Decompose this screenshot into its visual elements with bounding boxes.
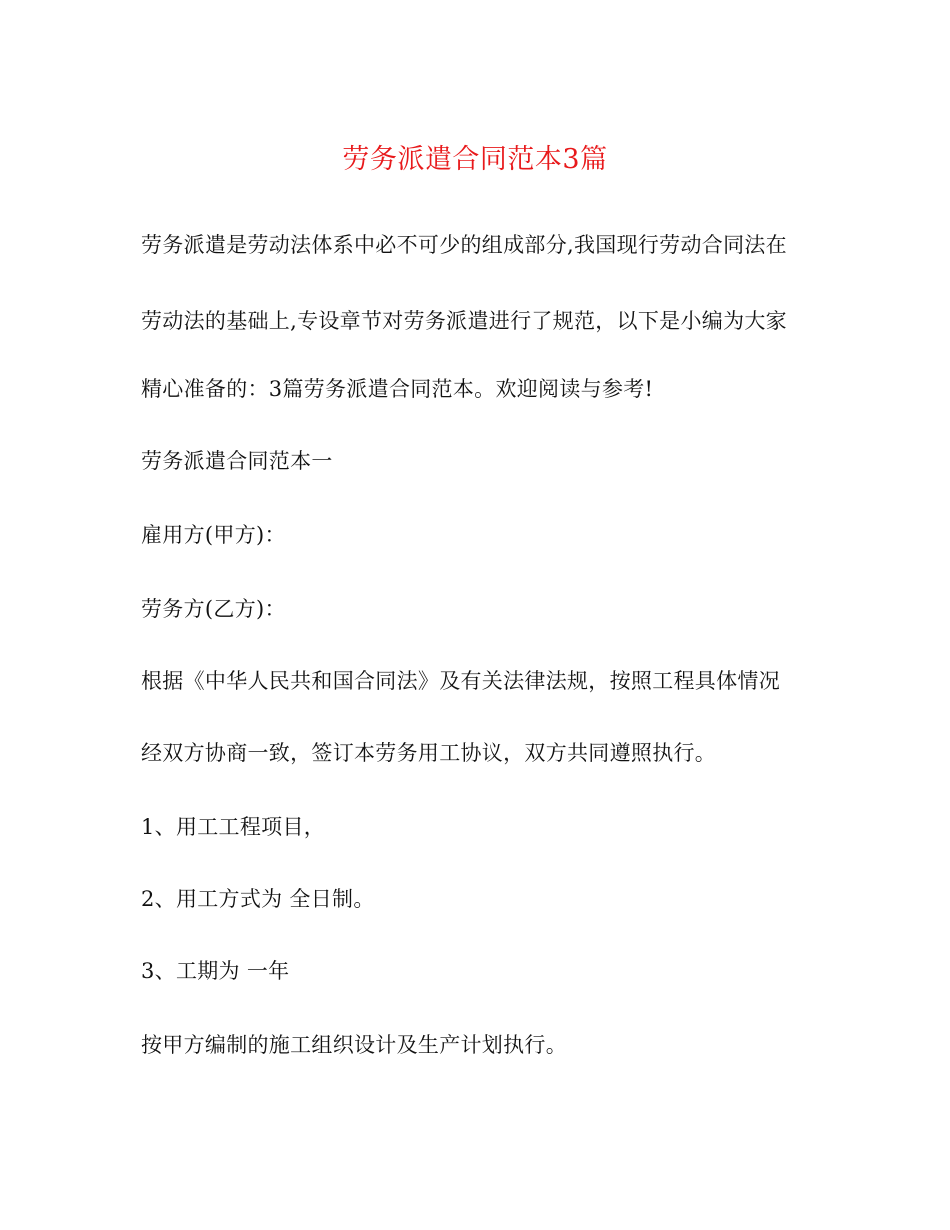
employer-party-line: 雇用方(甲方)： [141,523,286,547]
clause-2-employment-mode: 2、用工方式为 全日制。 [141,887,375,911]
intro-paragraph-line-3: 精心准备的：3篇劳务派遣合同范本。欢迎阅读与参考! [141,377,654,401]
basis-paragraph-line-2: 经双方协商一致，签订本劳务用工协议，双方共同遵照执行。 [141,741,717,765]
intro-paragraph-line-1: 劳务派遣是劳动法体系中必不可少的组成部分,我国现行劳动合同法在 [141,233,787,257]
clause-1-project: 1、用工工程项目， [141,815,326,839]
labor-party-line: 劳务方(乙方)： [141,597,286,621]
clause-3-duration: 3、工期为 一年 [141,959,290,983]
document-title: 劳务派遣合同范本3篇 [342,144,608,175]
section-heading-contract-one: 劳务派遣合同范本一 [141,449,333,473]
basis-paragraph-line-1: 根据《中华人民共和国合同法》及有关法律法规，按照工程具体情况 [141,669,780,693]
intro-paragraph-line-2: 劳动法的基础上,专设章节对劳务派遣进行了规范，以下是小编为大家 [141,309,787,333]
schedule-paragraph: 按甲方编制的施工组织设计及生产计划执行。 [141,1033,567,1057]
